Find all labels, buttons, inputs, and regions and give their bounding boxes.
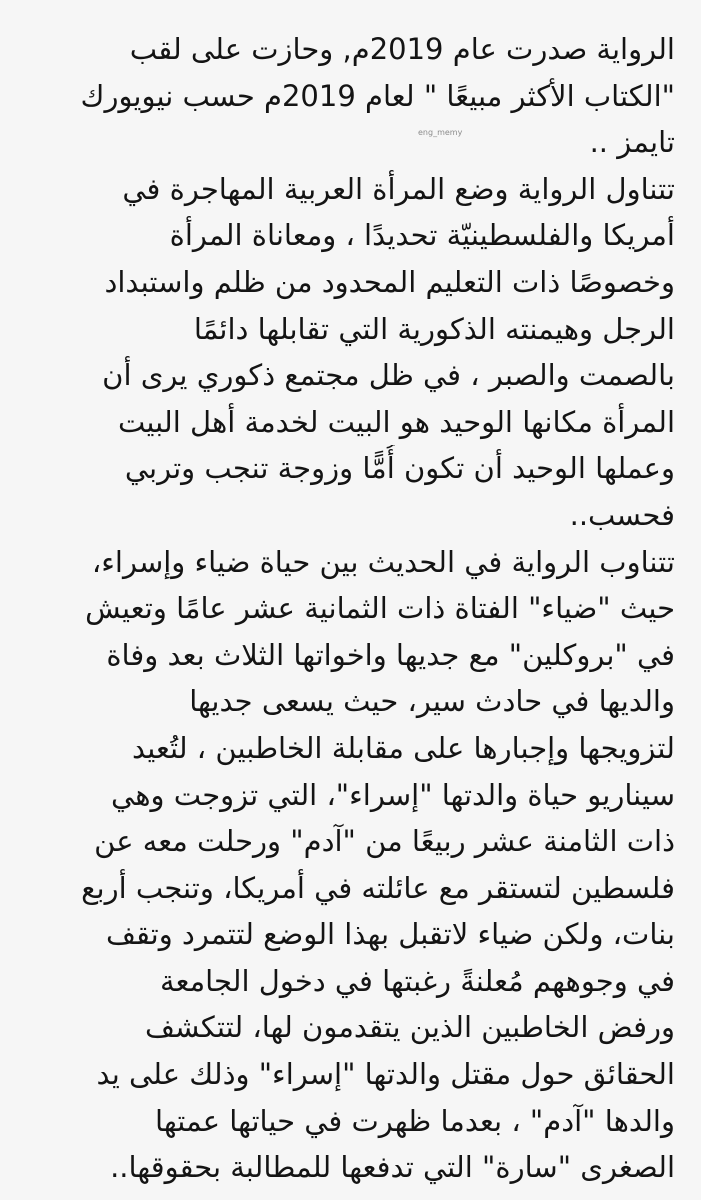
text-line: تايمز .. [589, 125, 675, 160]
text-line: المرأة مكانها الوحيد هو البيت لخدمة أهل البيت [117, 404, 675, 439]
text-line: بنات، ولكن ضياء لاتقبل بهذا الوضع لتتمرد وتقف [105, 917, 675, 952]
text-line: ورفض الخاطبين الذين يتقدمون لها، لتتكشف [144, 1010, 675, 1045]
text-line: والدها "آدم" ، بعدما ظهرت في حياتها عمتها [155, 1103, 675, 1138]
text-line: ذات الثامنة عشر ربيعًا من "آدم" ورحلت معه عن [94, 824, 675, 859]
watermark-username: eng_memy [418, 128, 463, 137]
text-line: "الكتاب الأكثر مبيعًا " لعام 2019م حسب نيويورك [80, 78, 675, 113]
text-line: الرواية صدرت عام 2019م, وحازت على لقب [129, 32, 675, 66]
text-line: فلسطين لتستقر مع عائلته في أمريكا، وتنجب أربع [81, 870, 675, 905]
text-line: الرجل وهيمنته الذكورية التي تقابلها دائمًا [193, 311, 675, 346]
text-line: الصغرى "سارة" التي تدفعها للمطالبة بحقوقها.. [110, 1150, 675, 1185]
text-line: والديها في حادث سير، حيث يسعى جديها [189, 684, 675, 719]
text-line: سيناريو حياة والدتها "إسراء"، التي تزوجت وهي [111, 777, 675, 812]
text-line: فحسب.. [569, 497, 675, 532]
text-line: في "بروكلين" مع جديها واخواتها الثلاث بعد وفاة [106, 637, 675, 672]
text-line: أمريكا والفلسطينيّة تحديدًا ، ومعاناة المرأة [169, 218, 675, 253]
text-line: لتزويجها وإجبارها على مقابلة الخاطبين ، لتُعيد [132, 730, 675, 765]
text-line: في وجوههم مُعلنةً رغبتها في دخول الجامعة [160, 963, 675, 998]
text-line: وعملها الوحيد أن تكون أُمًّا وزوجة تنجب وتربي [124, 451, 675, 486]
text-line: وخصوصًا ذات التعليم المحدود من ظلم واستبداد [104, 264, 675, 299]
text-line: تتناول الرواية وضع المرأة العربية المهاجرة في [122, 171, 675, 206]
text-line: تتناوب الرواية في الحديث بين حياة ضياء وإسراء، [91, 544, 675, 579]
text-line: بالصمت والصبر ، في ظل مجتمع ذكوري يرى أن [102, 358, 675, 393]
text-line: حيث "ضياء" الفتاة ذات الثمانية عشر عامًا وتعيش [85, 591, 675, 626]
text-line: الحقائق حول مقتل والدتها "إسراء" وذلك على يد [96, 1057, 675, 1092]
